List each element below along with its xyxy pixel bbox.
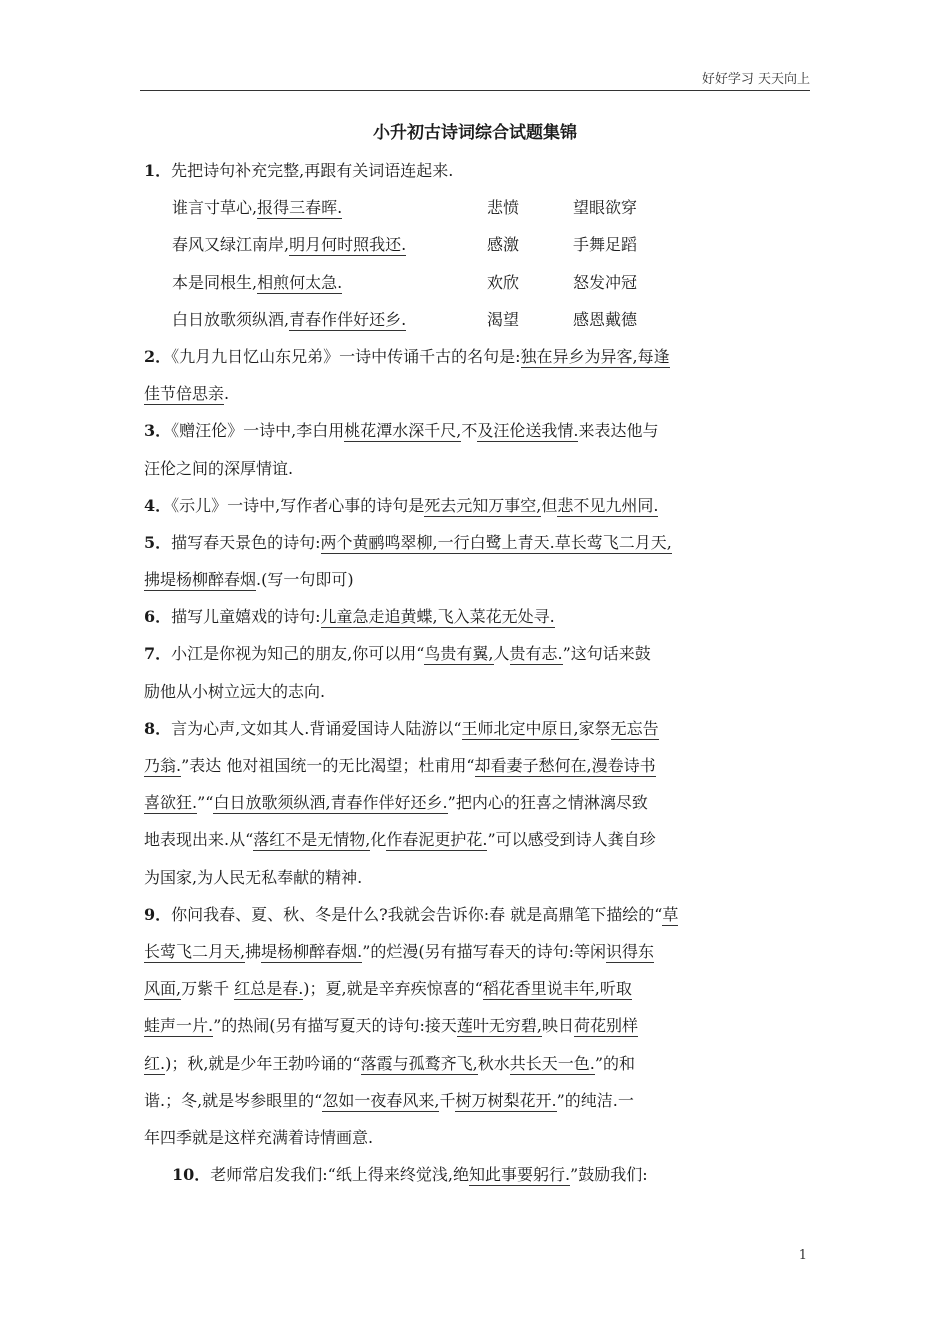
answer-blank: 无忘告: [610, 718, 659, 738]
header-text: 好好学习 天天向上: [701, 72, 810, 87]
question-text: 老师常启发我们:“纸上得来终觉浅,绝: [210, 1165, 469, 1185]
answer-blank: 白日放歌须纵酒,: [213, 793, 331, 813]
answer-blank: 青春作伴好还乡.: [330, 793, 448, 813]
answer-blank: 稻花香里说丰年,: [482, 979, 600, 999]
answer-blank: 儿童急走追黄蝶,: [320, 607, 438, 627]
answer-blank: 每逢: [637, 346, 670, 366]
question-text: ”的和: [594, 1053, 635, 1073]
question-text: 先把诗句补充完整,再跟有关词语连起来.: [171, 161, 454, 180]
answer-blank: 草长莺飞二月天,: [554, 532, 672, 552]
question-text: ”的烂漫(另有描写春天的诗句:等闲: [362, 941, 607, 961]
question-text: ”可以感受到诗人龚自珍: [487, 830, 656, 850]
match-word: 手舞足蹈: [573, 235, 638, 255]
punctuation: .: [224, 384, 230, 404]
question-text: 描写春天景色的诗句:: [171, 532, 321, 552]
answer-blank: 及汪伦送我情.: [477, 421, 579, 441]
answer-blank: 红总是春.: [234, 979, 304, 999]
answer-blank: 树万树梨花开.: [455, 1090, 557, 1110]
question-10: [144, 1160, 812, 1197]
question-text: 秋水: [477, 1053, 510, 1073]
match-word: 欢欣: [487, 272, 520, 292]
page-title: 小升初古诗词综合试题集锦: [373, 123, 577, 143]
question-text: ”的纯洁.一: [556, 1090, 634, 1110]
question-text: 映日: [542, 1016, 575, 1036]
answer-blank: 悲不见九州同.: [557, 495, 659, 515]
answer-blank: 桃花潭水深千尺,: [344, 421, 462, 441]
match-word: 怒发冲冠: [573, 272, 638, 292]
answer-blank: 死去元知万事空,: [424, 495, 542, 515]
answer-blank: 风面,: [144, 979, 182, 999]
verse-prefix: 春风又绿江南岸,: [172, 235, 290, 255]
question-text: 家祭: [578, 718, 611, 738]
match-word: 感激: [487, 235, 520, 255]
answer-blank: 识得东: [606, 941, 655, 961]
question-text: ”把内心的狂喜之情淋漓尽致: [447, 793, 648, 813]
answer-blank: 忽如一夜春风来,: [322, 1090, 440, 1110]
verse-prefix: 谁言寸草心,: [172, 198, 258, 218]
verse-prefix: 白日放歌须纵酒,: [172, 309, 290, 329]
answer-blank: 青春作伴好还乡.: [289, 309, 407, 329]
question-number: 6．: [144, 607, 172, 627]
question-number: 9．: [144, 904, 172, 924]
match-word: 望眼欲穿: [573, 198, 638, 218]
question-8-line-2: [144, 751, 812, 788]
question-3-cont: 汪伦之间的深厚情谊.: [144, 458, 294, 478]
question-text: ”这句话来鼓: [562, 644, 651, 664]
question-text: 但: [541, 495, 558, 515]
question-9-line-4: [144, 1011, 812, 1048]
question-6: [144, 602, 812, 639]
question-4: [144, 491, 812, 528]
question-text: ”的热闹(另有描写夏天的诗句:接天: [213, 1016, 457, 1036]
q1-row: [144, 305, 812, 342]
question-number: 1．: [144, 161, 172, 180]
question-text: 不: [461, 421, 478, 441]
question-5-cont: [144, 565, 812, 602]
question-8-line-3: [144, 788, 812, 825]
question-number: 5．: [144, 532, 172, 552]
question-text: 拂: [245, 941, 262, 961]
question-9-line-7: 年四季就是这样充满着诗情画意.: [144, 1127, 374, 1147]
answer-blank: 拂堤杨柳醉春烟: [144, 570, 257, 590]
question-text: 化: [370, 830, 387, 850]
question-text: ”表达 他对祖国统一的无比渴望；杜甫用“: [181, 756, 475, 775]
q1-row: [144, 268, 812, 305]
question-text: .(写一句即可): [256, 570, 354, 590]
answer-blank: 草: [662, 904, 679, 924]
question-text: )；秋,就是少年王勃吟诵的“: [165, 1053, 361, 1073]
question-1: [144, 156, 812, 193]
question-number: 4．: [144, 495, 172, 515]
question-text: )；夏,就是辛弃疾惊喜的“: [303, 979, 483, 999]
question-number: 7．: [144, 644, 172, 664]
answer-blank: 荷花别样: [574, 1016, 639, 1036]
match-word: 感恩戴德: [573, 309, 638, 329]
answer-blank: 明月何时照我还.: [289, 235, 407, 255]
verse-prefix: 本是同根生,: [172, 272, 258, 292]
answer-blank: 堤杨柳醉春烟.: [261, 941, 363, 961]
q1-row: [144, 193, 812, 230]
question-text: 人: [493, 644, 510, 664]
answer-blank: 报得三春晖.: [257, 198, 343, 218]
answer-blank: 莲叶无穷碧,: [456, 1016, 543, 1036]
q1-row: [144, 230, 812, 267]
answer-blank: 飞入菜花无处寻.: [437, 607, 555, 627]
question-8-line-5: 为国家,为人民无私奉献的精神.: [144, 867, 363, 887]
answer-blank: 贵有志.: [509, 644, 563, 664]
answer-blank: 漫卷诗书: [591, 756, 656, 775]
answer-blank: 喜欲狂.: [144, 793, 198, 813]
question-7: [144, 639, 812, 676]
answer-blank: 相煎何太急.: [257, 272, 343, 292]
question-9-line-2: [144, 937, 812, 974]
answer-blank: 红.: [144, 1053, 166, 1073]
question-text: 地表现出来.从“: [144, 830, 254, 850]
match-word: 渴望: [487, 309, 520, 329]
answer-blank: 王师北定中原日,: [461, 718, 579, 738]
answer-blank: 两个黄鹂鸣翠柳,: [320, 532, 438, 552]
answer-blank: 知此事要躬行.: [468, 1165, 571, 1185]
question-text: 你问我春、夏、秋、冬是什么?我就会告诉你:春 就是高鼎笔下描绘的“: [171, 904, 663, 924]
document-body: [144, 156, 812, 1197]
question-number: 2．: [144, 346, 172, 366]
answer-blank: 却看妻子愁何在,: [474, 756, 592, 775]
question-9: [144, 900, 812, 937]
question-text: 《示儿》一诗中,写作者心事的诗句是: [171, 495, 425, 515]
question-number: 8．: [144, 718, 172, 738]
question-text: 《九月九日忆山东兄弟》一诗中传诵千古的名句是:: [171, 346, 521, 366]
question-2: [144, 342, 812, 379]
question-text: 描写儿童嬉戏的诗句:: [171, 607, 321, 627]
answer-blank: 蛙声一片.: [144, 1016, 214, 1036]
answer-blank: 长莺飞二月天,: [144, 941, 246, 961]
answer-blank: 佳节倍思亲: [144, 384, 225, 404]
question-7-cont: 励他从小树立远大的志向.: [144, 681, 326, 701]
question-2-cont: [144, 379, 812, 416]
question-3: [144, 416, 812, 453]
match-word: 悲愤: [487, 198, 520, 218]
question-text: ”“: [197, 793, 214, 813]
question-text: 千: [439, 1090, 456, 1110]
question-9-line-5: [144, 1049, 812, 1086]
question-text: 谐.；冬,就是岑参眼里的“: [144, 1090, 323, 1110]
question-number: 10．: [172, 1165, 211, 1185]
answer-blank: 独在异乡为异客,: [520, 346, 638, 366]
question-8: [144, 714, 812, 751]
question-text: 来表达他与: [578, 421, 659, 441]
question-number: 3．: [144, 421, 172, 441]
answer-blank: 乃翁.: [144, 756, 182, 775]
question-text: 万紫千: [181, 979, 235, 999]
question-text: 小江是你视为知己的朋友,你可以用“: [171, 644, 425, 664]
question-5: [144, 528, 812, 565]
answer-blank: 作春泥更护花.: [386, 830, 488, 850]
question-text: ”鼓励我们:: [570, 1165, 648, 1185]
page-header: [140, 68, 810, 91]
page-number: 1: [798, 1248, 807, 1263]
question-text: 言为心声,文如其人.背诵爱国诗人陆游以“: [171, 718, 462, 738]
answer-blank: 落霞与孤鹜齐飞,: [360, 1053, 478, 1073]
question-text: 《赠汪伦》一诗中,李白用: [171, 421, 345, 441]
answer-blank: 鸟贵有翼,: [424, 644, 494, 664]
question-8-line-4: [144, 825, 812, 862]
answer-blank: 落红不是无情物,: [253, 830, 371, 850]
answer-blank: 一行白鹭上青天.: [437, 532, 555, 552]
question-9-line-6: [144, 1086, 812, 1123]
answer-blank: 听取: [599, 979, 632, 999]
answer-blank: 共长天一色.: [509, 1053, 595, 1073]
question-9-line-3: [144, 974, 812, 1011]
